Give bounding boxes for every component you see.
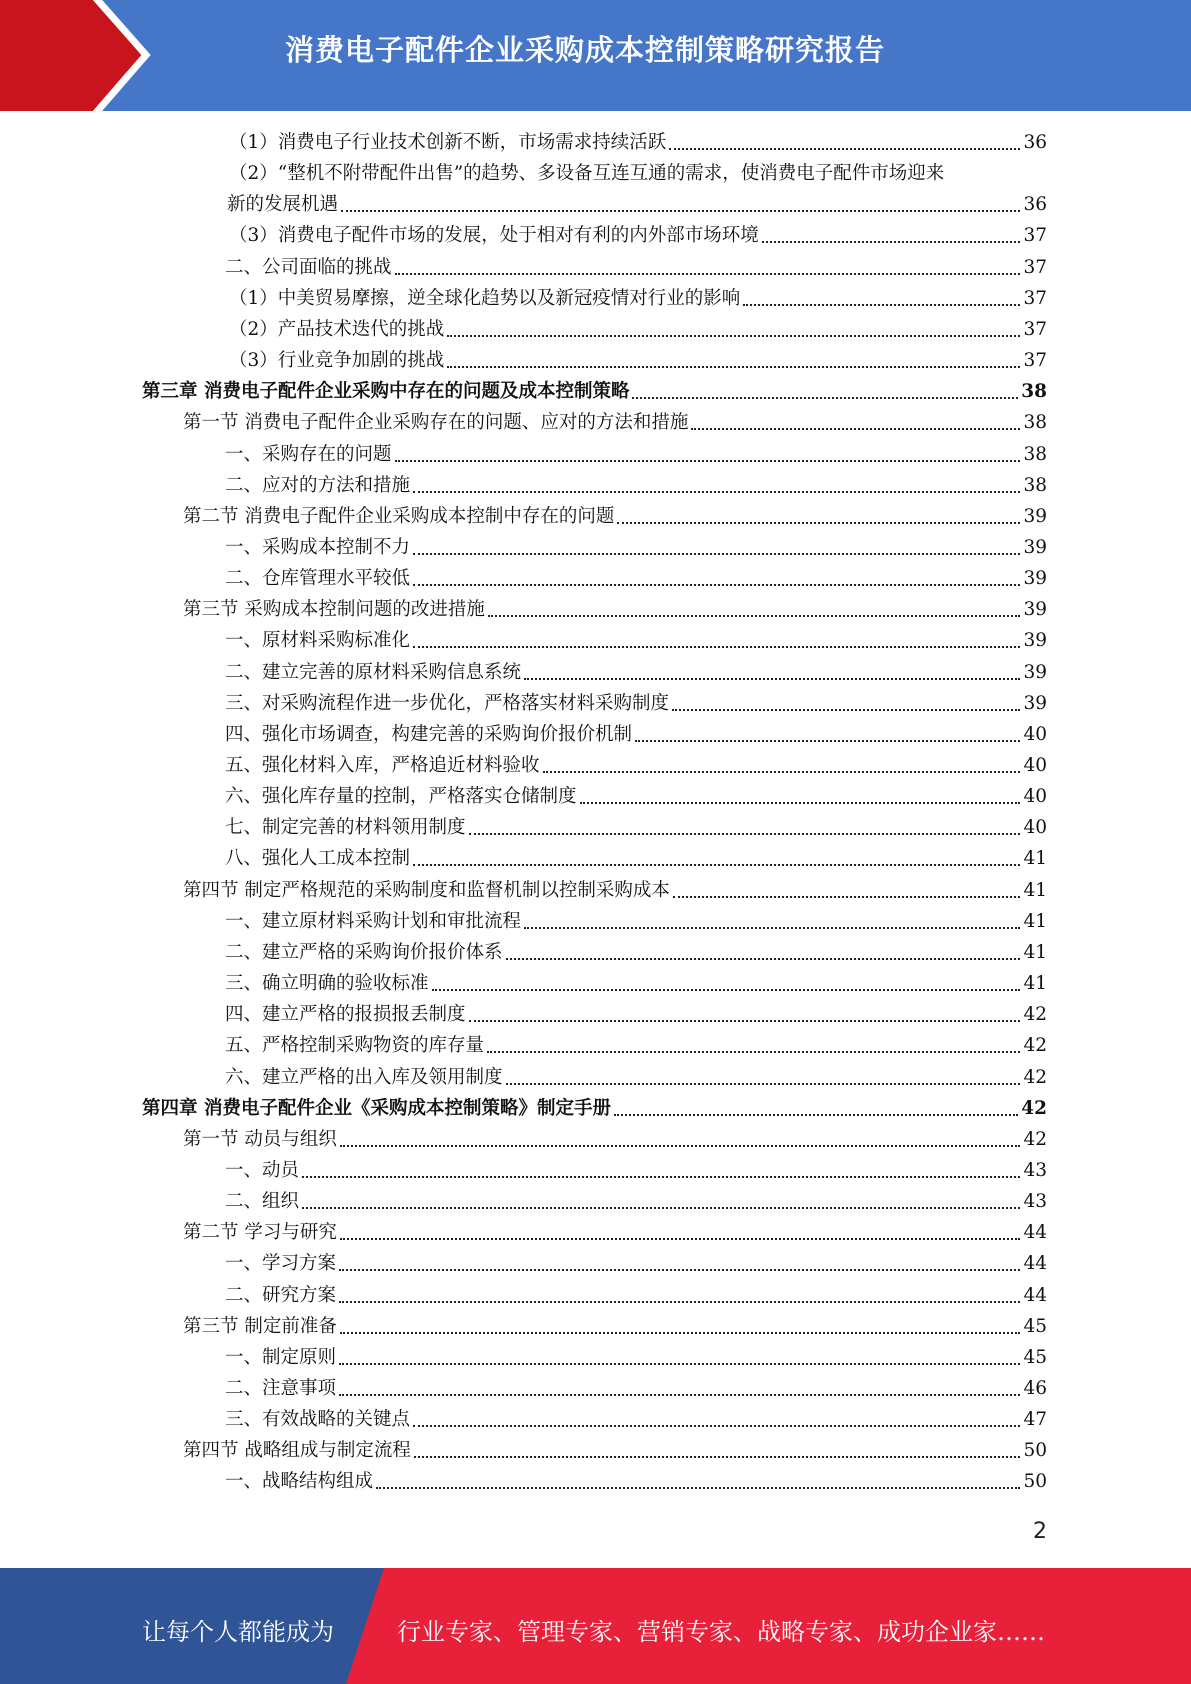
toc-subsection-entry[interactable]	[225, 1342, 1047, 1373]
toc-dot-leader	[413, 864, 1020, 866]
toc-subsection-entry[interactable]	[225, 657, 1047, 688]
toc-section-entry[interactable]	[183, 594, 1047, 625]
toc-dot-leader	[414, 1456, 1021, 1458]
footer-slogan-left: 让每个人都能成为	[142, 1618, 334, 1646]
toc-page-number: 38	[1023, 443, 1047, 465]
toc-page-number: 41	[1023, 910, 1047, 932]
toc-subsection-entry[interactable]	[229, 127, 1047, 158]
toc-entry-title: 新的发展机遇	[227, 194, 339, 216]
toc-entry-title: 一、建立原材料采购计划和审批流程	[225, 910, 522, 932]
toc-page-number: 42	[1023, 1004, 1047, 1026]
toc-subsection-entry[interactable]	[225, 750, 1047, 781]
toc-page-number: 41	[1023, 848, 1047, 870]
toc-entry-title: 三、有效战略的关键点	[225, 1409, 411, 1431]
toc-dot-leader	[341, 210, 1020, 212]
toc-page-number: 50	[1023, 1471, 1047, 1493]
toc-entry-title: 一、采购存在的问题	[225, 443, 392, 465]
toc-dot-leader	[524, 678, 1020, 680]
toc-dot-leader	[635, 740, 1020, 742]
toc-entry-title: 第一节 动员与组织	[183, 1128, 337, 1150]
toc-subsection-entry[interactable]	[225, 688, 1047, 719]
toc-section-entry[interactable]	[183, 1435, 1047, 1466]
toc-dot-leader	[339, 1301, 1020, 1303]
toc-entry-title: 三、对采购流程作进一步优化，严格落实材料采购制度	[225, 692, 670, 714]
toc-dot-leader	[340, 1145, 1021, 1147]
toc-section-entry[interactable]	[183, 1124, 1047, 1155]
toc-page-number: 41	[1023, 941, 1047, 963]
toc-entry-title: （2）产品技术迭代的挑战	[229, 318, 445, 340]
toc-page-number: 44	[1023, 1284, 1047, 1306]
toc-dot-leader	[543, 771, 1021, 773]
toc-dot-leader	[672, 709, 1020, 711]
toc-page-number: 45	[1023, 1346, 1047, 1368]
toc-dot-leader	[340, 1332, 1021, 1334]
toc-subsection-entry[interactable]	[225, 1030, 1047, 1061]
toc-entry-title: 二、建立严格的采购询价报价体系	[225, 941, 503, 963]
toc-dot-leader	[488, 615, 1021, 617]
toc-page-number: 41	[1023, 973, 1047, 995]
toc-page-number: 39	[1023, 505, 1047, 527]
toc-subsection-entry[interactable]	[225, 1404, 1047, 1435]
toc-subsection-entry[interactable]	[225, 843, 1047, 874]
toc-dot-leader	[340, 1238, 1021, 1240]
toc-entry-title: 一、战略结构组成	[225, 1471, 374, 1493]
toc-page-number: 50	[1023, 1440, 1047, 1462]
toc-dot-leader	[614, 1114, 1018, 1116]
footer-slogan-right: 行业专家、管理专家、营销专家、战略专家、成功企业家……	[397, 1618, 1045, 1646]
toc-entry-title: 一、学习方案	[225, 1253, 337, 1275]
toc-section-entry[interactable]	[183, 407, 1047, 438]
toc-entry-title: 第三节 制定前准备	[183, 1315, 337, 1337]
toc-dot-leader	[302, 1176, 1020, 1178]
toc-subsection-entry[interactable]	[225, 1466, 1047, 1497]
toc-subsection-entry[interactable]	[225, 532, 1047, 563]
toc-page-number: 39	[1023, 692, 1047, 714]
toc-dot-leader	[376, 1487, 1020, 1489]
toc-dot-leader	[691, 428, 1020, 430]
toc-entry-title: 第四节 战略组成与制定流程	[183, 1440, 411, 1462]
toc-page-number: 44	[1023, 1253, 1047, 1275]
toc-page-number: 37	[1023, 287, 1047, 309]
toc-entry-title: 一、制定原则	[225, 1346, 337, 1368]
toc-dot-leader	[413, 646, 1020, 648]
toc-dot-leader	[617, 522, 1020, 524]
toc-dot-leader	[487, 1051, 1020, 1053]
toc-dot-leader	[432, 989, 1021, 991]
toc-dot-leader	[469, 833, 1021, 835]
toc-entry-title: 第四节 制定严格规范的采购制度和监督机制以控制采购成本	[183, 879, 670, 901]
toc-entry-title: 第三章 消费电子配件企业采购中存在的问题及成本控制策略	[142, 381, 630, 403]
toc-entry-title: 第一节 消费电子配件企业采购存在的问题、应对的方法和措施	[183, 412, 689, 434]
toc-dot-leader	[339, 1394, 1020, 1396]
toc-entry-title: 二、组织	[225, 1191, 300, 1213]
toc-entry-title: 第四章 消费电子配件企业《采购成本控制策略》制定手册	[142, 1097, 611, 1119]
toc-subsection-entry[interactable]	[225, 563, 1047, 594]
toc-subsection-entry[interactable]	[225, 999, 1047, 1030]
toc-entry-title: 第二节 消费电子配件企业采购成本控制中存在的问题	[183, 505, 615, 527]
header-red-arrow	[0, 0, 146, 111]
toc-subsection-entry[interactable]	[225, 781, 1047, 812]
toc-entry-title: 二、注意事项	[225, 1378, 337, 1399]
toc-entry-title: 二、公司面临的挑战	[225, 256, 392, 278]
toc-dot-leader	[302, 1207, 1020, 1209]
toc-subsection-entry[interactable]	[225, 906, 1047, 937]
toc-subsection-entry[interactable]	[225, 1248, 1047, 1279]
toc-entry-title: （1）消费电子行业技术创新不断，市场需求持续活跃	[229, 132, 667, 153]
toc-page-number: 42	[1023, 1128, 1047, 1150]
toc-page-number: 43	[1023, 1191, 1047, 1213]
toc-subsection-entry[interactable]	[225, 1062, 1047, 1093]
toc-subsection-entry[interactable]	[225, 1280, 1047, 1311]
toc-section-entry[interactable]	[183, 875, 1047, 906]
toc-page-number: 37	[1023, 318, 1047, 340]
toc-section-entry[interactable]	[183, 1311, 1047, 1342]
page-footer	[0, 1568, 1191, 1684]
toc-dot-leader	[506, 1083, 1021, 1085]
toc-chapter-entry[interactable]	[142, 1093, 1047, 1124]
toc-subsection-entry[interactable]	[229, 345, 1047, 376]
toc-entry-title: 二、仓库管理水平较低	[225, 568, 411, 590]
toc-page-number: 37	[1023, 225, 1047, 247]
toc-subsection-entry[interactable]	[225, 1186, 1047, 1217]
toc-dot-leader	[447, 335, 1020, 337]
toc-entry-title: 七、制定完善的材料领用制度	[225, 817, 466, 839]
toc-page-number: 39	[1023, 661, 1047, 683]
toc-section-entry[interactable]	[183, 501, 1047, 532]
toc-entry-title: 六、强化库存量的控制，严格落实仓储制度	[225, 786, 577, 808]
toc-entry-title: 八、强化人工成本控制	[225, 848, 411, 870]
toc-page-number: 38	[1023, 474, 1047, 496]
toc-page-number: 40	[1023, 755, 1047, 776]
toc-dot-leader	[339, 1363, 1020, 1365]
report-title: 消费电子配件企业采购成本控制策略研究报告	[285, 33, 886, 67]
toc-page-number: 42	[1023, 1066, 1047, 1088]
toc-subsection-entry[interactable]	[225, 1155, 1047, 1186]
toc-dot-leader	[669, 148, 1020, 150]
toc-subsection-entry[interactable]	[229, 314, 1047, 345]
toc-page-number: 42	[1023, 1035, 1047, 1057]
toc-entry-title: 五、强化材料入库，严格追近材料验收	[225, 755, 540, 776]
toc-page-number: 38	[1023, 412, 1047, 434]
toc-page-number: 42	[1021, 1097, 1047, 1119]
toc-page-number: 39	[1023, 630, 1047, 652]
toc-page-number: 40	[1023, 786, 1047, 808]
toc-subsection-entry[interactable]	[229, 220, 1047, 251]
toc-dot-leader	[469, 1020, 1021, 1022]
toc-page-number: 39	[1023, 536, 1047, 558]
toc-section-entry[interactable]	[183, 1217, 1047, 1248]
toc-page-number: 45	[1023, 1315, 1047, 1337]
toc-entry-title: 四、建立严格的报损报丢制度	[225, 1004, 466, 1026]
toc-subsection-entry[interactable]	[225, 252, 1047, 283]
toc-subsection-entry[interactable]	[229, 283, 1047, 314]
toc-entry-title: 六、建立严格的出入库及领用制度	[225, 1066, 503, 1088]
toc-dot-leader	[413, 1425, 1020, 1427]
toc-entry-title: 第二节 学习与研究	[183, 1222, 337, 1244]
toc-subsection-entry[interactable]	[225, 812, 1047, 843]
toc-subsection-entry[interactable]	[225, 625, 1047, 656]
toc-entry-title: （3）消费电子配件市场的发展，处于相对有利的内外部市场环境	[229, 225, 759, 247]
toc-page-number: 39	[1023, 568, 1047, 590]
toc-entry-title: （3）行业竞争加剧的挑战	[229, 350, 445, 372]
toc-dot-leader	[743, 304, 1020, 306]
toc-page-number: 43	[1023, 1159, 1047, 1181]
toc-entry-title: （1）中美贸易摩擦，逆全球化趋势以及新冠疫情对行业的影响	[229, 287, 741, 309]
toc-entry-title: 一、动员	[225, 1159, 300, 1181]
toc-subsection-entry[interactable]	[229, 158, 944, 189]
toc-dot-leader	[632, 397, 1018, 399]
toc-chapter-entry[interactable]	[142, 376, 1047, 407]
toc-page-number: 39	[1023, 599, 1047, 621]
toc-page-number: 37	[1023, 256, 1047, 278]
toc-page-number: 36	[1023, 132, 1047, 153]
toc-page-number: 40	[1023, 817, 1047, 839]
toc-subsection-entry[interactable]	[225, 968, 1047, 999]
toc-dot-leader	[524, 927, 1020, 929]
toc-page-number: 37	[1023, 350, 1047, 372]
toc-dot-leader	[413, 491, 1020, 493]
toc-subsection-entry[interactable]	[225, 470, 1047, 501]
toc-dot-leader	[447, 366, 1020, 368]
toc-dot-leader	[395, 460, 1021, 462]
toc-page-number: 38	[1021, 381, 1047, 403]
toc-dot-leader	[395, 273, 1021, 275]
toc-subsection-entry[interactable]	[225, 1373, 1047, 1404]
toc-page-number: 47	[1023, 1409, 1047, 1431]
page-number: 2	[1033, 1519, 1047, 1544]
toc-entry-title: 二、研究方案	[225, 1284, 337, 1306]
toc-entry-title: 二、应对的方法和措施	[225, 474, 411, 496]
toc-subsection-entry[interactable]	[227, 189, 1047, 220]
toc-page-number: 41	[1023, 879, 1047, 901]
toc-page-number: 36	[1023, 194, 1047, 216]
toc-subsection-entry[interactable]	[225, 439, 1047, 470]
toc-dot-leader	[339, 1269, 1020, 1271]
toc-dot-leader	[413, 553, 1020, 555]
toc-dot-leader	[580, 802, 1021, 804]
toc-entry-title: 一、采购成本控制不力	[225, 536, 411, 558]
toc-dot-leader	[673, 896, 1021, 898]
toc-page-number: 46	[1023, 1378, 1047, 1399]
page-header	[0, 0, 1191, 111]
toc-dot-leader	[762, 241, 1021, 243]
toc-entry-title: 第三节 采购成本控制问题的改进措施	[183, 599, 485, 621]
toc-subsection-entry[interactable]	[225, 719, 1047, 750]
toc-entry-title: 四、强化市场调查，构建完善的采购询价报价机制	[225, 723, 633, 745]
toc-entry-title: 一、原材料采购标准化	[225, 630, 411, 652]
toc-entry-title: 二、建立完善的原材料采购信息系统	[225, 661, 522, 683]
toc-page-number: 44	[1023, 1222, 1047, 1244]
toc-dot-leader	[506, 958, 1021, 960]
toc-subsection-entry[interactable]	[225, 937, 1047, 968]
toc-entry-title: 三、确立明确的验收标准	[225, 973, 429, 995]
toc-entry-title: （2）“整机不附带配件出售”的趋势、多设备互连互通的需求，使消费电子配件市场迎来	[229, 163, 945, 185]
toc-page-number: 40	[1023, 723, 1047, 745]
toc-entry-title: 五、严格控制采购物资的库存量	[225, 1035, 485, 1057]
toc-dot-leader	[413, 584, 1020, 586]
